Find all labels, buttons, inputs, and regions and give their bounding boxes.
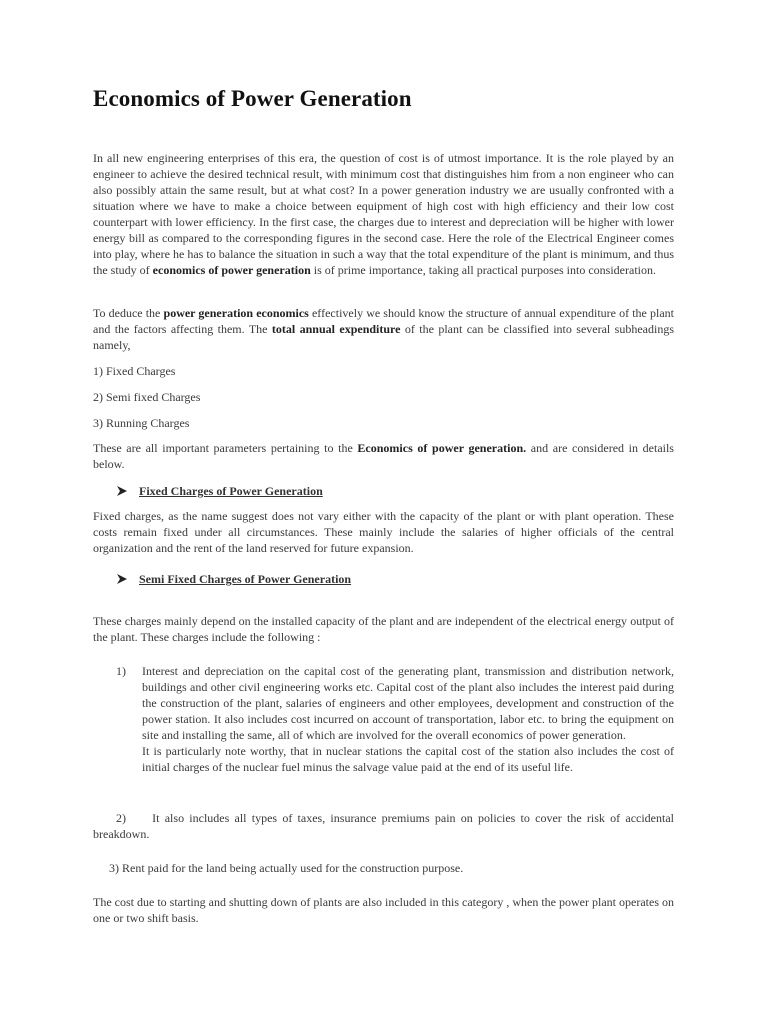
intro-paragraph	[93, 150, 674, 278]
item-text-note: It is particularly note worthy, that in nuclear stations the capital cost of the station also includes the cost of initial charges of the nuclear fuel minus the salvage value paid at the end of its useful life.	[142, 744, 674, 774]
intro-text-end: is of prime importance, taking all practical purposes into consideration.	[310, 263, 656, 277]
parameters-text-end: and are considered in details below.	[93, 441, 674, 471]
fixed-charges-paragraph: Fixed charges, as the name suggest does not vary either with the capacity of the plant or with plant operation. These costs remain fixed under all circumstances. These mainly include the salaries of higher officials of the central organization and the rent of the land reserved for future expansion.	[93, 509, 674, 555]
numbered-item-3: 3) Rent paid for the land being actually used for the construction purpose.	[109, 861, 464, 875]
arrowhead-bullet-icon	[116, 485, 128, 497]
charges-list-item: 2) Semi fixed Charges	[93, 390, 201, 404]
item-number: 1)	[116, 664, 126, 678]
parameters-text: These are all important parameters pertaining to the	[93, 441, 358, 455]
item-number: 2)	[116, 811, 126, 825]
deduce-text-3: of the plant can be classified into several subheadings namely,	[93, 322, 674, 352]
parameters-paragraph	[93, 440, 674, 472]
numbered-item-2	[93, 810, 674, 842]
deduce-text-1: To deduce the	[93, 306, 164, 320]
charges-list-item: 1) Fixed Charges	[93, 364, 176, 378]
section-heading-label: Fixed Charges of Power Generation	[139, 484, 323, 498]
intro-text: In all new engineering enterprises of this era, the question of cost is of utmost importance. It is the role played by an engineer to achieve the desired technical result, with minimum cost that distinguishes him from a non engineer who can also possibly attain the same result, but at what cost? In a power generation industry we are usually confronted with a situation where we have to make a choice between equipment of high cost with high efficiency and their low cost counterpart with lower efficiency. In the first case, the charges due to interest and depreciation will be higher with lower energy bill as compared to the corresponding figures in the second case. Here the role of the Electrical Engineer comes into play, where he has to balance the situation in such a way that the total expenditure of the plant is minimum, and thus the study of	[93, 151, 674, 277]
intro-bold-phrase: economics of power generation	[152, 263, 311, 277]
arrowhead-bullet-icon	[116, 573, 128, 585]
section-heading-label: Semi Fixed Charges of Power Generation	[139, 572, 352, 586]
closing-paragraph: The cost due to starting and shutting down of plants are also included in this category , when the power plant operates on one or two shift basis.	[93, 895, 674, 925]
numbered-item-1	[116, 663, 674, 775]
item-text: It also includes all types of taxes, insurance premiums pain on policies to cover the risk of accidental breakdown.	[93, 811, 674, 841]
deduce-bold-2: total annual expenditure	[271, 322, 401, 336]
page-title: Economics of Power Generation	[93, 86, 412, 111]
deduce-text-2: effectively we should know the structure of annual expenditure of the plant and the factors affecting them. The	[93, 306, 674, 336]
deduce-paragraph	[93, 305, 674, 353]
section-heading-fixed	[116, 483, 323, 499]
semi-fixed-paragraph: These charges mainly depend on the installed capacity of the plant and are independent of the electrical energy output of the plant. These charges include the following :	[93, 614, 674, 644]
deduce-bold-1: power generation economics	[163, 306, 309, 320]
parameters-bold: Economics of power generation.	[357, 441, 527, 455]
item-body	[142, 663, 674, 775]
charges-list-item: 3) Running Charges	[93, 416, 190, 430]
section-heading-semi-fixed	[116, 571, 351, 587]
item-text: Interest and depreciation on the capital cost of the generating plant, transmission and distribution network, buildings and other civil engineering works etc. Capital cost of the plant also includes the interest paid during the construction of the plant, salaries of engineers and other employees, development and construction of the power station. It also includes cost incurred on account of transportation, labor etc. to bring the equipment on site and installing the same, all of which are involved for the overall economics of power generation.	[142, 664, 674, 742]
